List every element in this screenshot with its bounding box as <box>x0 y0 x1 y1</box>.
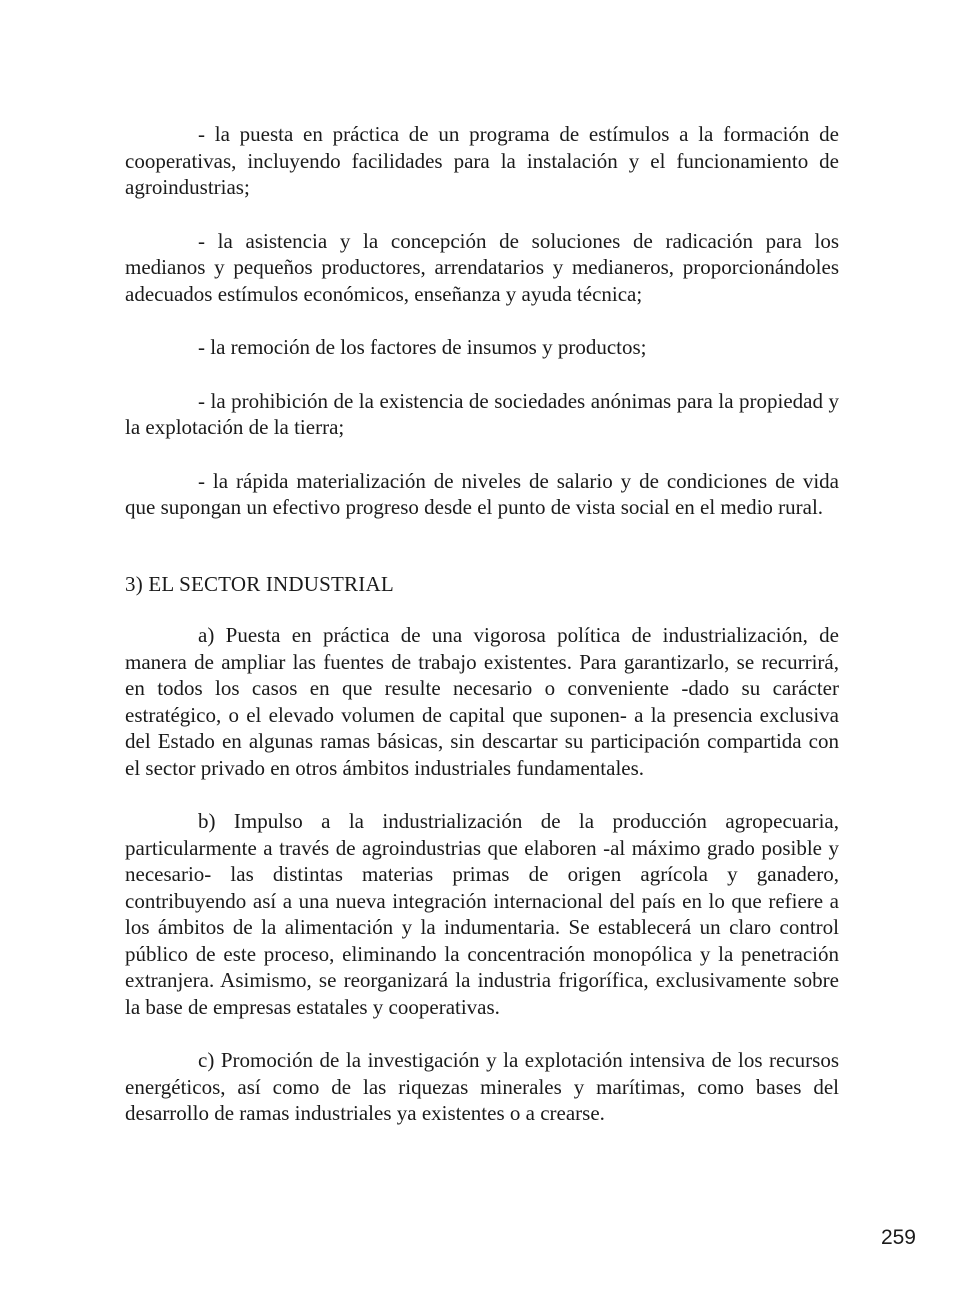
paragraph-cooperativas: - la puesta en práctica de un programa de estímulos a la formación de cooperativas, incluyendo facilidades para la instalación y el funcionamiento de agroindustrias; <box>125 122 839 199</box>
section-heading: 3) EL SECTOR INDUSTRIAL <box>125 571 394 596</box>
page-body <box>125 121 839 1154</box>
paragraph-salario: - la rápida materialización de niveles de salario y de condiciones de vida que supongan un efectivo progreso desde el punto de vista social en el medio rural. <box>125 468 839 519</box>
paragraph-prohibicion: - la prohibición de la existencia de sociedades anónimas para la propiedad y la explotación de la tierra; <box>125 388 839 439</box>
paragraph-energeticos: c) Promoción de la investigación y la explotación intensiva de los recursos energéticos, así como de las riquezas minerales y marítimas, como bases del desarrollo de ramas industriales ya existentes o a crearse. <box>125 1048 839 1125</box>
paragraph-agroindustria: b) Impulso a la industrialización de la producción agropecuaria, particularmente a través de agroindustrias que elaboren -al máximo grado posible y necesario- las distintas materias primas de origen agrícola y ganadero, contribuyendo así a una nueva integración internacional del país en lo que refiere a los ámbitos de la alimentación y la indumentaria. Se establecerá un claro control público de este proceso, eliminando la concentración monopólica y la penetración extranjera. Asimismo, se reorganizará la industria frigorífica, exclusivamente sobre la base de empresas estatales y cooperativas. <box>125 809 839 1019</box>
paragraph-industrializacion: a) Puesta en práctica de una vigorosa política de industrialización, de manera de ampliar las fuentes de trabajo existentes. Para garantizarlo, se recurrirá, en todos los casos en que resulte necesario o conveniente -dado su carácter estratégico, o el elevado volumen de capital que suponen- a la presencia exclusiva del Estado en algunas ramas básicas, sin descartar su participación compartida con el sector privado en otros ámbitos industriales fundamentales. <box>125 623 839 780</box>
paragraph-radicacion: - la asistencia y la concepción de soluciones de radicación para los medianos y pequeños productores, arrendatarios y medianeros, proporcionándoles adecuados estímulos económicos, enseñanza y ayuda técnica; <box>125 228 839 306</box>
paragraph-remocion: - la remoción de los factores de insumos y productos; <box>198 335 647 359</box>
page-number: 259 <box>880 1226 916 1249</box>
